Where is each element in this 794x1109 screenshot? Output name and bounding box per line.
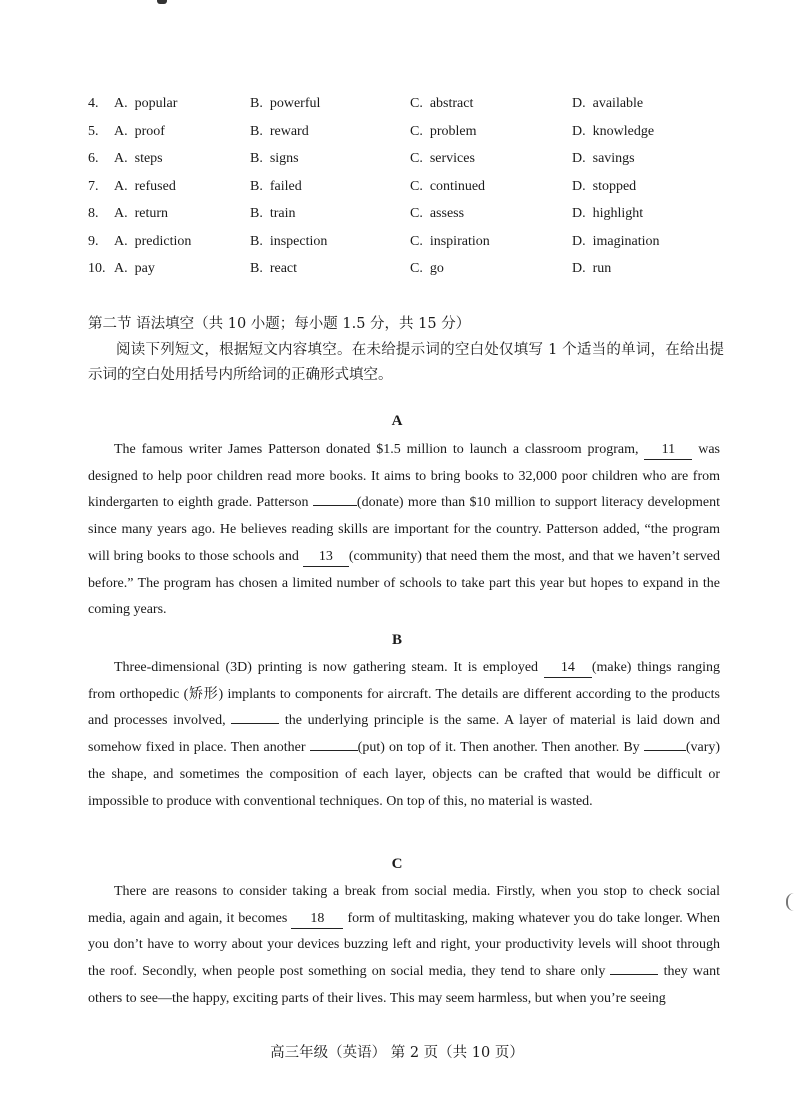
option-letter: D. [572,96,586,111]
blank-19 [610,974,658,975]
passage-text: (vary) the shape, and sometimes the composition of each layer, objects can be crafted that would be difficult or impossible to produce with conventional techniques. On top of this, no material is wasted. [88,740,721,809]
passage-c [88,879,720,1013]
passage-text: There are reasons to consider taking a break from social media. Firstly, when you stop to check social media, again and again, it becomes [88,884,720,926]
option-letter: B. [250,123,263,139]
option-d: highlight [592,206,644,221]
option-b: react [269,261,298,276]
passage-text: form of multitasking, making whatever you do take longer. When you don’t have to worry about your devices buzzing left and right, your productivity levels will shoot through the roof. Secondly, when people post something on social media, they tend to share only [88,910,720,980]
question-number: 10. [88,261,106,276]
option-letter: A. [114,96,128,111]
option-letter: A. [114,233,128,249]
passage-text: they want others to see—the happy, exciting parts of their lives. This may seem harmless, but when you’re seeing [88,964,720,1006]
passage-text: the underlying principle is the same. A layer of material is laid down and somehow fixed in place. Then another [88,713,721,756]
option-letter: C. [410,151,423,166]
option-letter: A. [114,206,128,221]
blank-15 [231,723,279,724]
section-title: 第二节 语法填空（共 10 小题；每小题 1.5 分，共 15 分） [88,316,471,332]
passage-a-heading: A [391,413,403,429]
option-row-8 [88,202,728,230]
option-row-4 [88,92,728,120]
option-letter: D. [572,233,586,249]
option-b: train [269,206,296,221]
option-a: return [134,206,169,221]
option-letter: B. [250,206,263,221]
passage-text: (donate) more than $10 million to support literacy development since many years ago. He believes reading skills are important for the country. Patterson added, “the program will bring books to those schools and [88,495,720,564]
option-b: failed [269,178,302,194]
question-number: 9. [88,233,99,249]
page-footer: 高三年级（英语） 第 2 页（共 10 页） [270,1045,524,1061]
passage-a [88,437,720,624]
blank-12 [313,505,357,506]
option-letter: C. [410,96,423,111]
option-b: inspection [269,233,328,249]
option-d: run [592,261,612,276]
option-d: savings [592,151,635,166]
option-letter: C. [410,261,423,276]
option-row-5 [88,120,728,148]
option-c: abstract [429,96,474,111]
option-c: services [429,151,475,166]
option-letter: A. [114,178,128,194]
option-row-6 [88,147,728,175]
option-b: signs [269,151,299,166]
blank-14: 14 [544,659,592,678]
passage-text: Three-dimensional (3D) printing is now gathering steam. It is employed [114,660,539,675]
option-d: imagination [592,233,660,249]
option-letter: C. [410,233,423,249]
passage-text: (make) things ranging from orthopedic (矫形) implants to components for aircraft. The details are different according to the products and processes involved, [88,660,721,729]
option-c: inspiration [429,233,490,249]
passage-b-heading: B [391,632,402,648]
options-table [88,92,728,285]
option-b: powerful [269,96,321,111]
question-number: 4. [88,96,99,111]
blank-13: 13 [303,548,349,567]
section-instructions: 阅读下列短文，根据短文内容填空。在未给提示词的空白处仅填写 1 个适当的单词，在给出提示词的空白处用括号内所给词的正确形式填空。 [88,342,724,383]
option-d: available [592,96,644,111]
passage-c-heading: C [391,856,403,872]
option-a: refused [134,178,176,194]
option-letter: D. [572,178,586,194]
option-row-9 [88,230,728,258]
question-number: 8. [88,206,99,221]
option-a: proof [134,123,165,139]
question-number: 6. [88,151,99,166]
blank-18: 18 [291,910,343,929]
option-letter: B. [250,178,263,194]
option-letter: C. [410,178,423,194]
option-a: prediction [134,233,192,249]
option-b: reward [269,123,309,139]
option-d: knowledge [592,123,655,139]
option-c: continued [429,178,486,194]
option-letter: A. [114,261,128,276]
option-letter: B. [250,233,263,249]
option-c: assess [429,206,465,221]
option-row-10 [88,257,728,285]
option-letter: B. [250,261,263,276]
scan-mark [157,0,167,4]
option-letter: C. [410,206,423,221]
option-letter: B. [250,96,263,111]
option-row-7 [88,175,728,203]
passage-text: (community) that need them the most, and that we haven’t served before.” The program has chosen a limited number of schools to take part this year but hopes to expand in the coming years. [88,548,721,618]
blank-17 [644,750,686,751]
question-number: 7. [88,178,99,194]
option-letter: B. [250,151,263,166]
passage-text: was designed to help poor children read more books. It aims to bring books to 32,000 poor children who are from kindergarten to eighth grade. Patterson [88,442,721,511]
option-letter: D. [572,123,586,139]
passage-b [88,655,720,815]
option-letter: D. [572,261,586,276]
option-a: popular [134,96,178,111]
option-letter: D. [572,151,586,166]
option-letter: A. [114,151,128,166]
option-d: stopped [592,178,637,194]
option-a: steps [134,151,163,166]
passage-text: The famous writer James Patterson donated $1.5 million to launch a classroom program, [114,442,639,457]
edge-mark [786,893,794,911]
passage-text: (put) on top of it. Then another. Then another. By [357,740,640,756]
option-c: problem [429,123,477,139]
option-c: go [429,261,444,276]
option-letter: A. [114,123,128,139]
option-letter: C. [410,123,423,139]
question-number: 5. [88,123,99,139]
option-a: pay [134,261,155,276]
blank-16 [310,750,358,751]
blank-11: 11 [644,441,692,460]
option-letter: D. [572,206,586,221]
